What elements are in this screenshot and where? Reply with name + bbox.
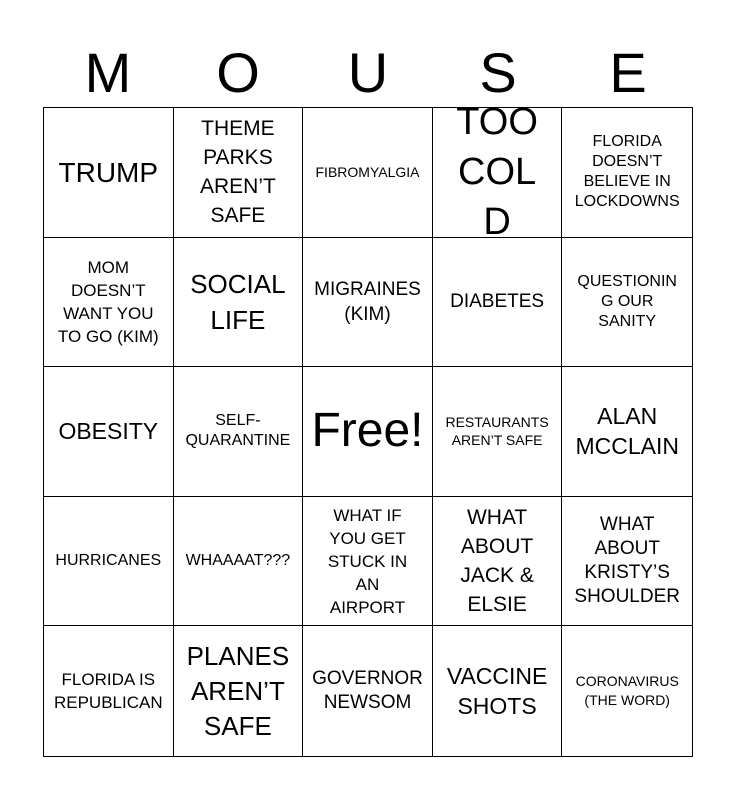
- cell-text: CORONAVIRUS (THE WORD): [575, 673, 679, 709]
- cell-text: WHAT IF YOU GET STUCK IN AN AIRPORT: [327, 505, 408, 617]
- cell-text: SELF-QUARANTINE: [185, 412, 291, 450]
- cell-text: SOCIAL LIFE: [190, 268, 286, 335]
- bingo-cell[interactable]: [562, 108, 692, 238]
- bingo-cell[interactable]: [562, 626, 692, 756]
- cell-text: WHAT ABOUT JACK & ELSIE: [460, 506, 534, 617]
- cell-text: THEME PARKS AREN’T SAFE: [199, 117, 276, 228]
- bingo-cell[interactable]: [174, 108, 304, 238]
- bingo-cell[interactable]: [303, 497, 433, 627]
- bingo-cell[interactable]: [303, 238, 433, 368]
- bingo-cell[interactable]: [562, 238, 692, 368]
- header-letter-s: S: [479, 41, 517, 104]
- bingo-header: [43, 40, 693, 106]
- bingo-cell[interactable]: [303, 626, 433, 756]
- bingo-cell[interactable]: [44, 108, 174, 238]
- cell-text: TOO COLD: [456, 108, 538, 238]
- bingo-cell[interactable]: [303, 108, 433, 238]
- bingo-cell[interactable]: [44, 367, 174, 497]
- bingo-cell[interactable]: [433, 367, 563, 497]
- cell-text: HURRICANES: [55, 552, 162, 570]
- cell-text: WHAAAAT???: [185, 552, 291, 570]
- bingo-cell[interactable]: [433, 108, 563, 238]
- bingo-cell[interactable]: [174, 626, 304, 756]
- bingo-cell[interactable]: [44, 626, 174, 756]
- cell-text: GOVERNOR NEWSOM: [312, 668, 423, 714]
- cell-text: WHAT ABOUT KRISTY’S SHOULDER: [574, 514, 680, 608]
- bingo-cell[interactable]: [433, 497, 563, 627]
- cell-text: TRUMP: [58, 156, 159, 188]
- free-space-text: Free!: [311, 404, 424, 458]
- bingo-cell[interactable]: [433, 626, 563, 756]
- header-letter-m: M: [84, 41, 132, 104]
- bingo-cell[interactable]: [44, 497, 174, 627]
- cell-text: VACCINE SHOTS: [446, 663, 548, 720]
- header-letter-e: E: [609, 41, 647, 104]
- cell-text: FLORIDA DOESN’T BELIEVE IN LOCKDOWNS: [574, 133, 680, 211]
- free-space[interactable]: [303, 367, 433, 497]
- bingo-cell[interactable]: [562, 497, 692, 627]
- bingo-cell[interactable]: [174, 367, 304, 497]
- bingo-cell[interactable]: [433, 238, 563, 368]
- cell-text: RESTAURANTS AREN’T SAFE: [445, 414, 549, 449]
- cell-text: FLORIDA IS REPUBLICAN: [53, 670, 163, 713]
- cell-text: OBESITY: [58, 418, 159, 445]
- bingo-cell[interactable]: [174, 497, 304, 627]
- header-letter-u: U: [347, 41, 389, 104]
- cell-text: FIBROMYALGIA: [315, 163, 420, 180]
- bingo-cell[interactable]: [44, 238, 174, 368]
- cell-text: MOM DOESN’T WANT YOU TO GO (KIM): [57, 257, 159, 346]
- cell-text: DIABETES: [450, 290, 545, 312]
- bingo-cell[interactable]: [174, 238, 304, 368]
- cell-text: QUESTIONING OUR SANITY: [577, 272, 677, 330]
- bingo-cell[interactable]: [562, 367, 692, 497]
- header-letter-o: O: [216, 41, 260, 104]
- cell-text: MIGRAINES (KIM): [314, 278, 421, 325]
- cell-text: PLANES AREN’T SAFE: [186, 640, 290, 741]
- cell-text: ALAN MCCLAIN: [575, 403, 679, 460]
- bingo-board: [43, 107, 693, 757]
